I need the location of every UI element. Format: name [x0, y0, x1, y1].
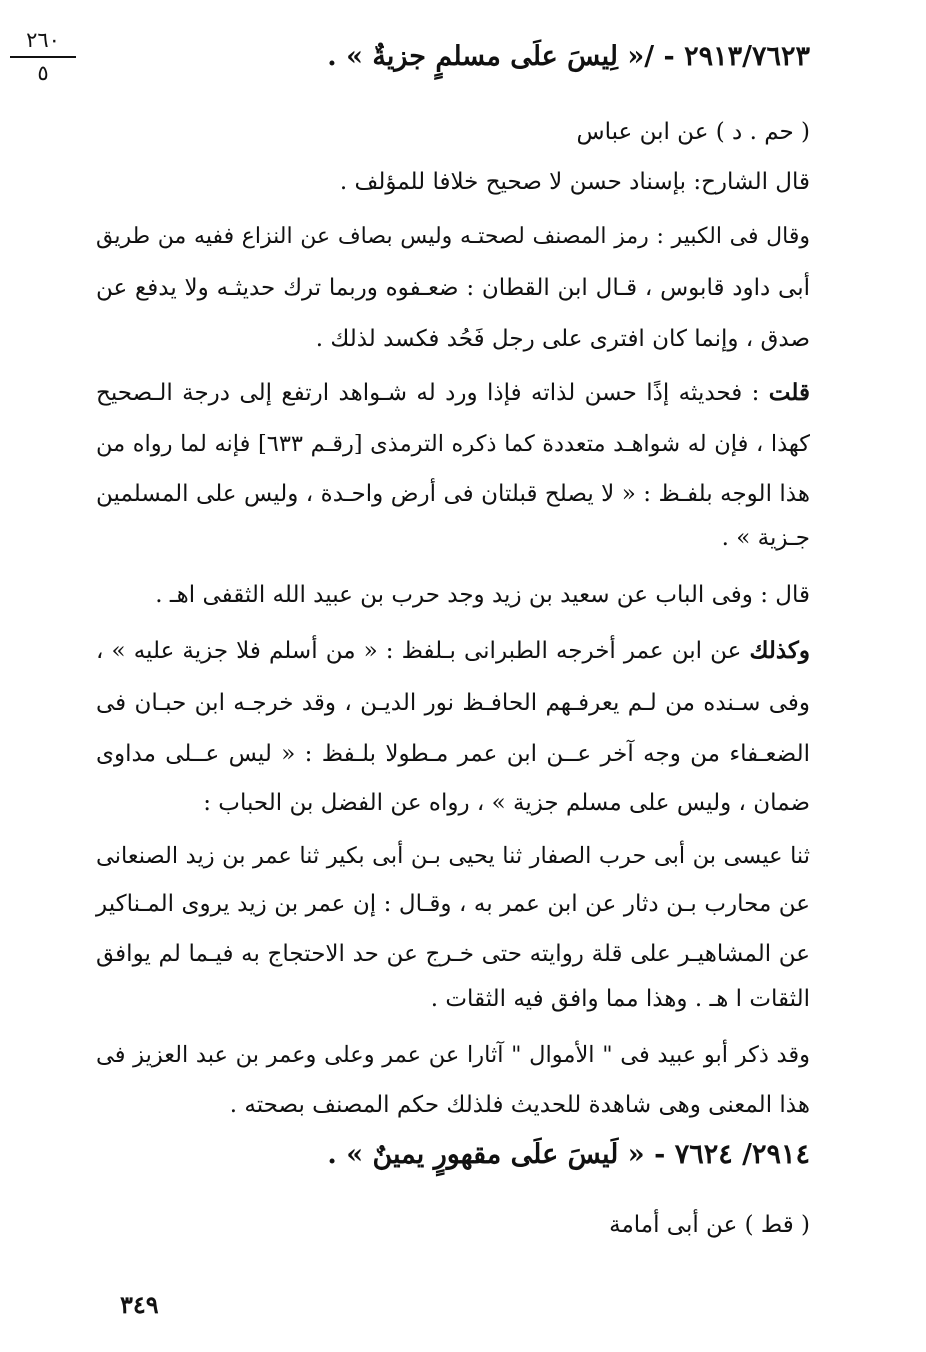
corner-reference [10, 28, 76, 85]
commentary-isnad-line-4: الثقات ا هـ . وهذا مما وافق فيه الثقات . [430, 986, 810, 1012]
kadhalik-label: وكذلك [749, 637, 810, 664]
commentary-kadhalik-line-1 [96, 634, 810, 668]
commentary-qultu-line-3: هذا الوجه بلفـظ : « لا يصلح قبلتان فى أرض واحـدة ، وليس على المسلمين [96, 481, 810, 507]
hadith-2914-source: ( قط ) عن أبى أمامة [609, 1212, 810, 1238]
commentary-isnad-line-2: عن محارب بـن دثار عن ابن عمر به ، وقـال : إن عمر بن زيد يروى المـناكير [96, 891, 810, 917]
commentary-qal: قال : وفى الباب عن سعيد بن زيد وجد حرب بن عبيد الله الثقفى اهـ . [155, 582, 810, 608]
commentary-kabir-line-1: وقال فى الكبير : رمز المصنف لصحتـه وليس بصاف عن النزاع ففيه من طريق [96, 224, 810, 249]
commentary-isnad-line-1: ثنا عيسى بن أبى حرب الصفار ثنا يحيى بـن أبى بكير ثنا عمر بن زيد الصنعانى [96, 843, 810, 869]
page-number: ٣٤٩ [120, 1290, 159, 1319]
commentary-kabir-line-2: أبى داود قابوس ، قـال ابن القطان : ضعـفوه وربما ترك حديثـه ولا يدفع عن [96, 275, 810, 301]
commentary-qultu-line-1 [96, 376, 810, 410]
commentary-abu-ubayd-line-1: وقد ذكر أبو عبيد فى " الأموال " آثارا عن عمر وعلى وعمر بن عبد العزيز فى [96, 1042, 810, 1068]
hadith-2913-source: ( حم . د ) عن ابن عباس [576, 119, 810, 145]
kadhalik-text: عن ابن عمر أخرجه الطبرانى بـلفظ : « من أسلم فلا جزية عليه » ، [96, 638, 750, 664]
corner-reference-rule [10, 56, 76, 58]
qultu-label: قلت [768, 379, 810, 406]
commentary-sharih: قال الشارح: بإسناد حسن لا صحيح خلافا للمؤلف . [339, 169, 810, 195]
commentary-abu-ubayd-line-2: هذا المعنى وهى شاهدة للحديث فلذلك حكم المصنف بصحته . [229, 1092, 810, 1118]
commentary-qultu-line-2: كهذا ، فإن له شواهـد متعددة كما ذكره الترمذى [رقـم ٦٣٣] فإنه لما رواه من [96, 431, 810, 457]
commentary-isnad-line-3: عن المشاهيـر على قلة روايته حتى خـرج عن حد الاحتجاج به فيـما لم يوافق [96, 941, 810, 967]
qultu-text: : فحديثه إذًا حسن لذاته فإذا ورد له شـواهد ارتفع إلى درجة الـصحيح [96, 380, 769, 406]
corner-reference-bottom: ٥ [37, 61, 49, 85]
corner-reference-top: ٢٦٠ [26, 28, 60, 52]
commentary-qultu-line-4: جـزية » . [721, 525, 810, 551]
hadith-2914-heading: ٢٩١٤/ ٧٦٢٤ - « لَيسَ علَى مقهورٍ يمينٌ » . [327, 1139, 810, 1170]
commentary-kabir-line-3: صدق ، وإنما كان افترى على رجل فَحُد فكسد لذلك . [315, 326, 810, 352]
commentary-kadhalik-line-2: وفى سـنده من لـم يعرفـهم الحافـظ نور الديـن ، وقد خرجـه ابن حبـان فى [96, 690, 810, 716]
hadith-2913-heading: ٢٩١٣/٧٦٢٣ - /« لِيسَ علَى مسلمٍ جزيةٌ » . [327, 41, 810, 72]
commentary-kadhalik-line-3: الضعـفاء من وجه آخر عــن ابن عمر مـطولا بلـفظ : « ليس عــلى مداوى [96, 741, 810, 767]
commentary-kadhalik-line-4: ضمان ، وليس على مسلم جزية » ، رواه عن الفضل بن الحباب : [203, 790, 810, 816]
